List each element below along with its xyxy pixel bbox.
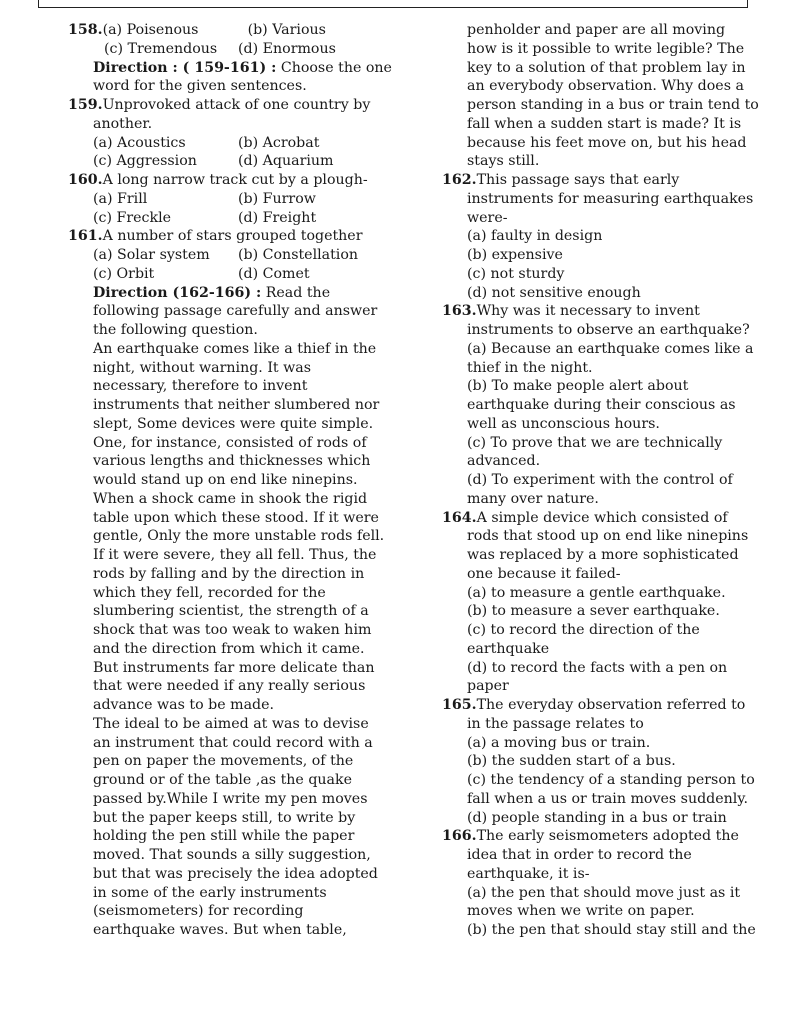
question-line: idea that in order to record the — [467, 847, 692, 863]
direction-label: Direction (162-166) : — [93, 284, 262, 301]
option-row — [68, 265, 388, 284]
question-line: (b) expensive — [467, 247, 563, 263]
question-text: A long narrow track cut by a plough- — [102, 172, 368, 188]
question-first-line — [442, 302, 752, 321]
passage-line: which they fell, recorded for the — [93, 584, 326, 601]
question-number: 162. — [442, 172, 477, 188]
question-line: (a) a moving bus or train. — [467, 734, 651, 751]
option-row — [68, 209, 388, 228]
passage-line: But instruments far more delicate than — [93, 659, 375, 676]
question-160 — [68, 171, 388, 190]
option-a: (a) Acoustics — [93, 134, 186, 151]
passage-line: fall when a sudden start is made? It is — [467, 115, 742, 132]
page-top-border — [38, 0, 748, 8]
question-number: 158. — [68, 22, 103, 38]
passage-line: because his feet move on, but his head — [467, 134, 747, 151]
passage-line: slept, Some devices were quite simple. — [93, 415, 374, 432]
question-162 — [442, 171, 752, 302]
question-number: 164. — [442, 509, 477, 526]
passage-line: One, for instance, consisted of rods of — [93, 434, 367, 451]
question-line: earthquake — [467, 640, 550, 657]
question-text: Why was it necessary to invent — [476, 303, 700, 320]
passage-line: holding the pen still while the paper — [93, 828, 355, 845]
questions-162-166 — [442, 171, 756, 940]
question-line: many over nature. — [467, 490, 599, 507]
question-line: (a) faulty in design — [467, 228, 603, 245]
question-163 — [442, 302, 752, 508]
option-a: (a) Poisenous — [102, 22, 199, 38]
passage-line: and the direction from which it came. — [93, 640, 365, 657]
direction-text: Read the — [261, 284, 331, 301]
question-line: (a) Because an earthquake comes like a — [467, 340, 754, 357]
question-line: (c) to record the direction of the — [467, 622, 700, 638]
option-row — [68, 40, 388, 59]
passage-line: would stand up on end like ninepins. — [93, 472, 358, 488]
question-line: rods that stood up on end like ninepins — [467, 528, 749, 545]
option-a: (a) Solar system — [93, 247, 210, 263]
question-line: (d) people standing in a bus or train — [467, 809, 727, 826]
passage-text — [68, 340, 388, 940]
question-number: 166. — [442, 828, 477, 845]
direction-label: Direction : ( 159-161) : — [93, 59, 277, 76]
passage-line: slumbering scientist, the strength of a — [93, 603, 369, 620]
direction-text: Choose the one — [276, 59, 392, 76]
question-line: in the passage relates to — [467, 715, 644, 732]
option-a: (a) Frill — [93, 190, 148, 207]
question-line: were- — [467, 209, 508, 226]
option-c: (c) Tremendous — [104, 40, 218, 57]
passage-line: advance was to be made. — [93, 697, 275, 713]
question-number: 161. — [68, 228, 103, 245]
option-row — [68, 190, 388, 209]
question-158 — [68, 21, 388, 40]
passage-line: gentle, Only the more unstable rods fell. — [93, 528, 385, 545]
option-c: (c) Freckle — [93, 209, 172, 226]
question-line: (b) to measure a sever earthquake. — [467, 603, 720, 620]
question-number: 159. — [68, 97, 103, 113]
question-text-line: another. — [93, 115, 153, 132]
passage-line: The ideal to be aimed at was to devise — [93, 715, 369, 732]
option-b: (b) Constellation — [238, 247, 359, 263]
passage-line: key to a solution of that problem lay in — [467, 59, 746, 76]
question-line: (b) the sudden start of a bus. — [467, 753, 676, 770]
passage-line: an instrument that could record with a — [93, 734, 373, 751]
option-d: (d) Comet — [238, 265, 310, 282]
passage-line: how is it possible to write legible? The — [467, 40, 745, 57]
direction-text-block — [68, 302, 388, 340]
question-line: well as unconscious hours. — [467, 415, 660, 432]
passage-line: various lengths and thicknesses which — [93, 453, 371, 470]
question-first-line — [442, 827, 752, 846]
question-161 — [68, 227, 388, 246]
passage-line: but the paper keeps still, to write by — [93, 809, 356, 826]
passage-line: table upon which these stood. If it were — [93, 509, 379, 526]
option-b: (b) Furrow — [238, 190, 316, 207]
question-line: (c) To prove that we are technically — [467, 434, 723, 451]
direction-text-line: following passage carefully and answer — [93, 303, 378, 320]
option-b: (b) Various — [247, 22, 326, 38]
option-c: (c) Orbit — [93, 265, 155, 282]
left-column — [68, 21, 392, 940]
question-first-line — [442, 171, 752, 190]
option-row — [68, 152, 388, 171]
option-c: (c) Aggression — [93, 153, 197, 170]
option-d: (d) Enormous — [238, 40, 336, 57]
question-165 — [442, 696, 755, 827]
option-d: (d) Freight — [238, 209, 317, 226]
direction-162-166 — [68, 284, 388, 303]
question-line: (b) the pen that should stay still and the — [467, 922, 756, 938]
passage-line: penholder and paper are all moving — [467, 22, 726, 38]
question-line: instruments for measuring earthquakes — [467, 190, 754, 207]
option-row — [68, 246, 388, 265]
question-line: was replaced by a more sophisticated — [467, 547, 739, 563]
passage-line: When a shock came in shook the rigid — [93, 490, 368, 507]
question-line: thief in the night. — [467, 359, 593, 376]
passage-line: in some of the early instruments — [93, 884, 327, 901]
question-first-line — [442, 696, 752, 715]
question-line: instruments to observe an earthquake? — [467, 322, 750, 338]
passage-line: passed by.While I write my pen moves — [93, 790, 368, 807]
passage-line: ground or of the table ,as the quake — [93, 772, 353, 788]
question-text: A number of stars grouped together — [102, 228, 363, 245]
question-line: (b) To make people alert about — [467, 378, 689, 395]
passage-line: necessary, therefore to invent — [93, 378, 308, 395]
passage-line: but that was precisely the idea adopted — [93, 865, 378, 882]
question-line: (c) not sturdy — [467, 265, 565, 282]
question-164 — [442, 509, 752, 697]
option-row — [68, 134, 388, 153]
direction-159-161 — [68, 59, 392, 78]
question-line: earthquake during their conscious as — [467, 397, 736, 413]
question-line: (d) not sensitive enough — [467, 284, 641, 301]
passage-line: (seismometers) for recording — [93, 903, 304, 920]
passage-line: stays still. — [467, 153, 540, 170]
passage-line: that were needed if any really serious — [93, 678, 366, 695]
question-line: one because it failed- — [467, 565, 621, 582]
question-text: This passage says that early — [476, 172, 680, 188]
question-number: 160. — [68, 172, 103, 188]
right-column — [442, 21, 759, 940]
question-line: earthquake, it is- — [467, 865, 590, 882]
option-d: (d) Aquarium — [238, 153, 334, 170]
question-number: 163. — [442, 303, 477, 320]
passage-line: moved. That sounds a silly suggestion, — [93, 847, 371, 863]
passage-line: If it were severe, they all fell. Thus, the — [93, 547, 377, 563]
question-number: 165. — [442, 697, 477, 713]
passage-line: An earthquake comes like a thief in the — [93, 340, 377, 357]
question-line: moves when we write on paper. — [467, 903, 695, 920]
passage-text-continued — [442, 21, 759, 171]
passage-line: night, without warning. It was — [93, 359, 312, 376]
question-line: (a) to measure a gentle earthquake. — [467, 584, 726, 601]
question-159 — [68, 96, 388, 115]
passage-line: shock that was too weak to waken him — [93, 622, 372, 638]
option-b: (b) Acrobat — [238, 134, 320, 151]
passage-line: earthquake waves. But when table, — [93, 922, 347, 938]
question-text: The early seismometers adopted the — [476, 828, 739, 845]
passage-line: an everybody observation. Why does a — [467, 78, 744, 95]
passage-line: pen on paper the movements, of the — [93, 753, 354, 770]
question-166 — [442, 827, 756, 940]
question-line: fall when a us or train moves suddenly. — [467, 790, 748, 807]
direction-text-line: the following question. — [93, 322, 258, 338]
question-line: paper — [467, 678, 509, 695]
question-line: (a) the pen that should move just as it — [467, 884, 741, 901]
passage-line: person standing in a bus or train tend to — [467, 97, 759, 113]
question-first-line — [442, 509, 752, 528]
passage-line: rods by falling and by the direction in — [93, 565, 365, 582]
question-text: A simple device which consisted of — [476, 509, 728, 526]
question-text: The everyday observation referred to — [476, 697, 746, 713]
question-line: advanced. — [467, 453, 541, 470]
direction-text-line: word for the given sentences. — [93, 78, 307, 95]
question-line: (d) To experiment with the control of — [467, 472, 733, 488]
question-line: (c) the tendency of a standing person to — [467, 772, 755, 788]
question-line: (d) to record the facts with a pen on — [467, 659, 728, 676]
question-text: Unprovoked attack of one country by — [102, 97, 371, 113]
passage-line: instruments that neither slumbered nor — [93, 397, 380, 413]
